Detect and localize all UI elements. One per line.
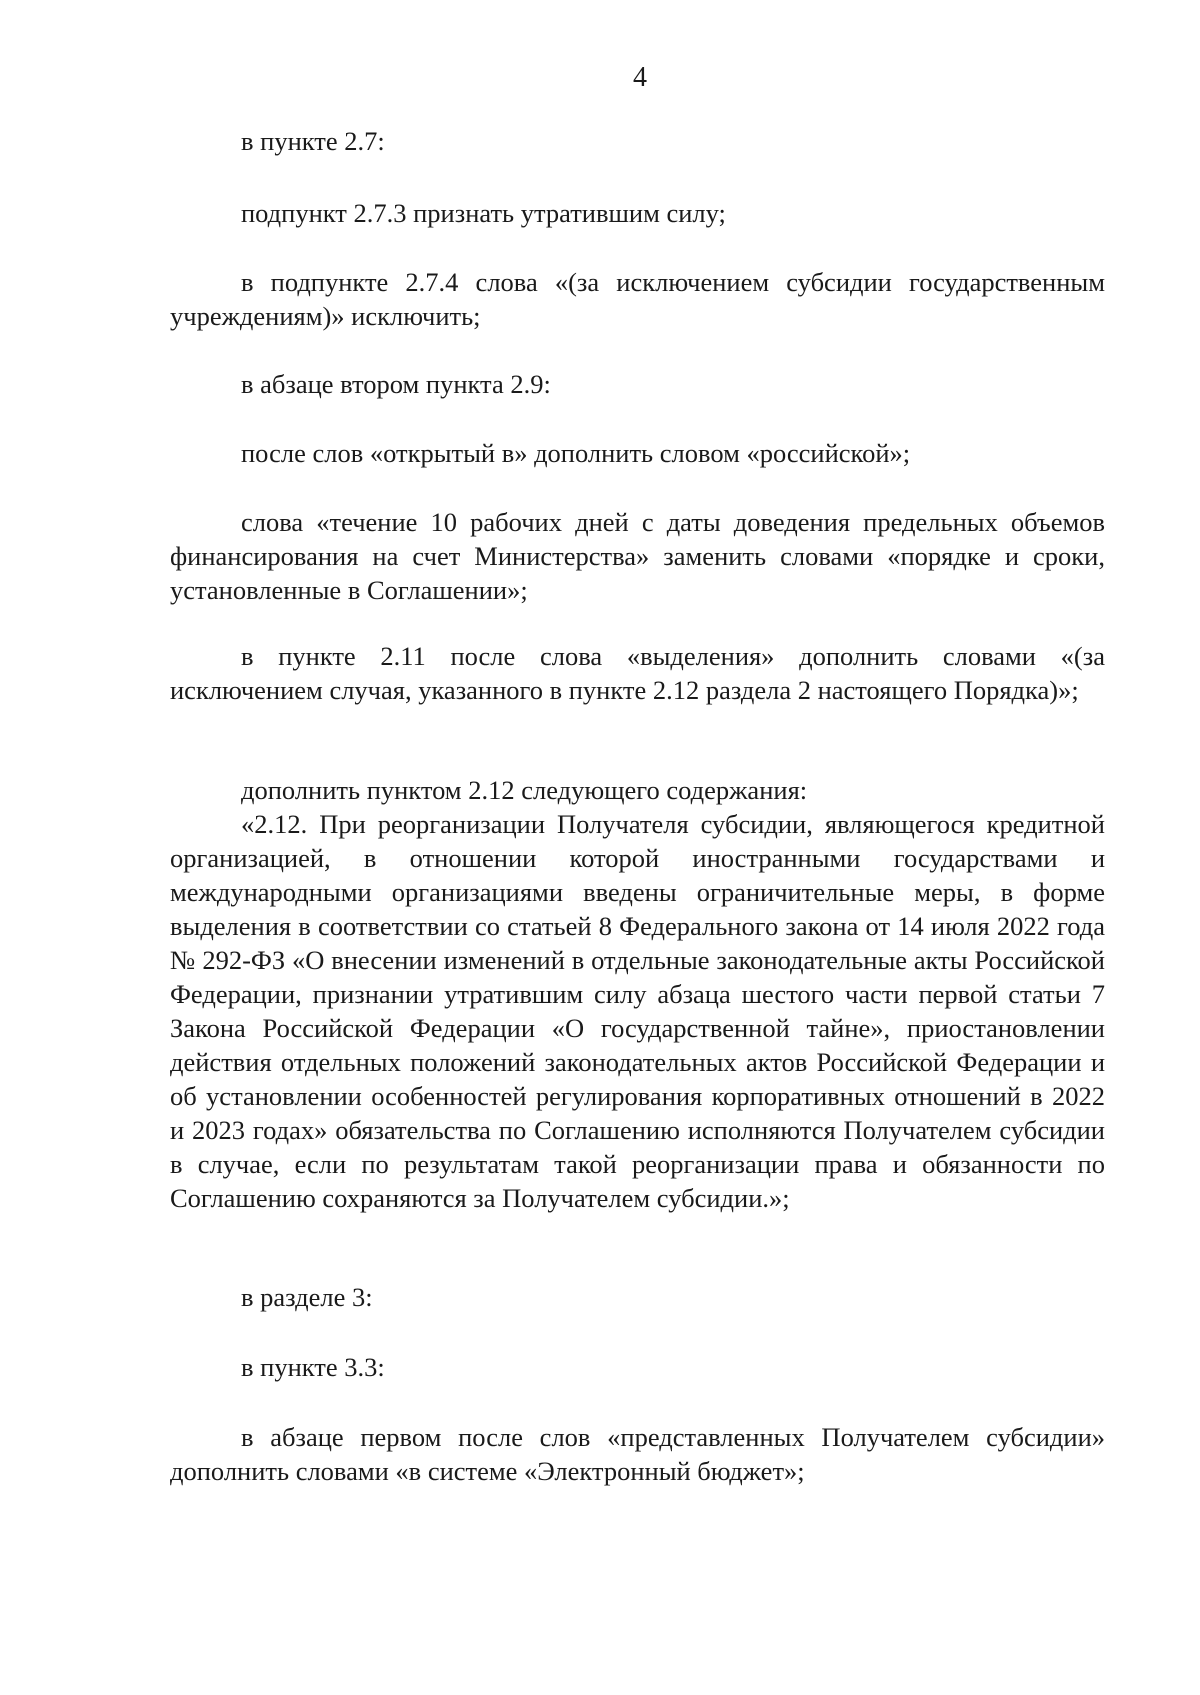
- paragraph-6: слова «течение 10 рабочих дней с даты доведения предельных объемов финансирования на счет Министерства» заменить словами «порядке и сроки, установленные в Соглашении»;: [170, 507, 1105, 605]
- page-number: 4: [633, 62, 647, 93]
- paragraph-11: в пункте 3.3:: [241, 1352, 385, 1382]
- paragraph-4: в абзаце втором пункта 2.9:: [241, 369, 551, 399]
- paragraph-12: в абзаце первом после слов «представленных Получателем субсидии» дополнить словами «в системе «Электронный бюджет»;: [170, 1422, 1105, 1486]
- paragraph-10: в разделе 3:: [241, 1282, 373, 1312]
- paragraph-2: подпункт 2.7.3 признать утратившим силу;: [241, 198, 726, 228]
- paragraph-3: в подпункте 2.7.4 слова «(за исключением субсидии государственным учреждениям)» исключить;: [170, 267, 1105, 331]
- paragraph-9: «2.12. При реорганизации Получателя субсидии, являющегося кредитной организацией, в отношении которой иностранными государствами и международными организациями введены ограничительные меры, в форме выделения в соответствии со статьей 8 Федерального закона от 14 июля 2022 года № 292-ФЗ «О внесении изменений в отдельные законодательные акты Российской Федерации, признании утратившим силу абзаца шестого части первой статьи 7 Закона Российской Федерации «О государственной тайне», приостановлении действия отдельных положений законодательных актов Российской Федерации и об установлении особенностей регулирования корпоративных отношений в 2022 и 2023 годах» обязательства по Соглашению исполняются Получателем субсидии в случае, если по результатам такой реорганизации права и обязанности по Соглашению сохраняются за Получателем субсидии.»;: [170, 809, 1105, 1213]
- paragraph-7: в пункте 2.11 после слова «выделения» дополнить словами «(за исключением случая, указанного в пункте 2.12 раздела 2 настоящего Порядка)»;: [170, 641, 1105, 705]
- paragraph-8: дополнить пунктом 2.12 следующего содержания:: [241, 775, 808, 805]
- paragraph-5: после слов «открытый в» дополнить словом «российской»;: [241, 438, 911, 468]
- paragraph-1: в пункте 2.7:: [241, 126, 385, 156]
